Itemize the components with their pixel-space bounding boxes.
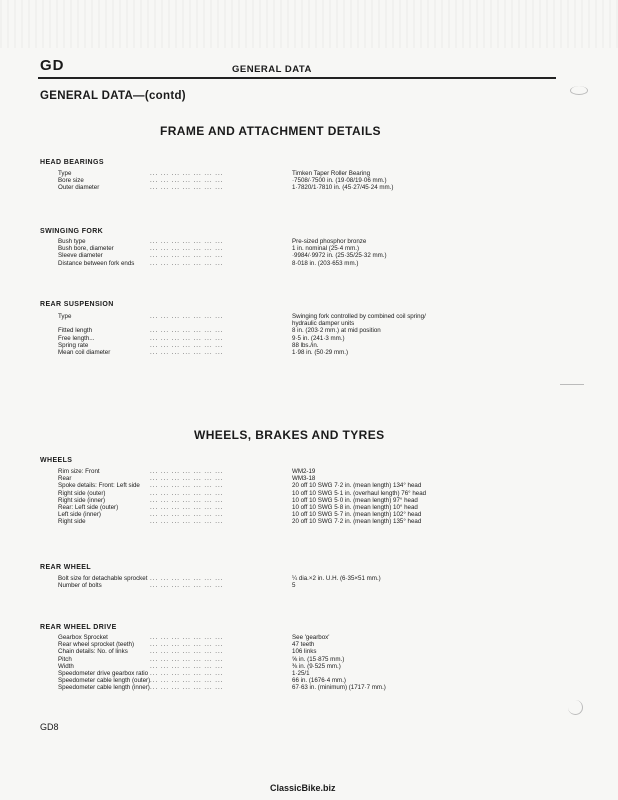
row-value: 10 off 10 SWG 5·8 in. (mean length) 10° head	[292, 504, 418, 511]
row-label: Right side (inner)	[58, 496, 106, 504]
row-label: Left side (inner)	[58, 511, 101, 519]
row-value: 1·98 in. (50·29 mm.)	[292, 349, 349, 356]
dot-leader: ... ... ... ... ... ... ...	[150, 482, 224, 490]
dot-leader: ... ... ... ... ... ... ...	[150, 184, 224, 192]
row-label: Rear wheel sprocket (teeth)	[58, 641, 135, 649]
row-value: 66 in. (1676·4 mm.)	[292, 677, 346, 685]
row-label: Sleeve diameter	[58, 252, 103, 260]
row-label: Speedometer cable length (outer)	[58, 677, 151, 685]
row-label: Bush bore, diameter	[58, 245, 114, 253]
dot-leader: ... ... ... ... ... ... ...	[150, 341, 224, 349]
dot-leader: ... ... ... ... ... ... ...	[150, 504, 224, 511]
row-value: Swinging fork controlled by combined coil spring/	[292, 313, 426, 320]
row-label: Right side (outer)	[58, 489, 106, 497]
scan-mark	[560, 384, 584, 405]
row-value: ·7508/·7500 in. (19·08/19·06 mm.)	[292, 177, 387, 185]
dot-leader: ... ... ... ... ... ... ...	[150, 496, 224, 504]
dot-leader: ... ... ... ... ... ... ...	[150, 177, 224, 185]
row-value: 10 off 10 SWG 5·0 in. (mean length) 97° head	[292, 496, 418, 504]
rear-wheel-title: REAR WHEEL	[40, 564, 92, 571]
row-value: 9·5 in. (241·3 mm.)	[292, 334, 345, 342]
header-code: GD	[40, 57, 65, 74]
contd-title: GENERAL DATA—(contd)	[40, 90, 186, 102]
row-value: Pre-sized phosphor bronze	[292, 238, 367, 245]
row-value: 1·25/1	[292, 670, 310, 677]
row-value: 5	[292, 582, 296, 590]
row-label: Type	[58, 170, 72, 177]
dot-leader: ... ... ... ... ... ... ...	[150, 475, 224, 483]
header-title: GENERAL DATA	[232, 64, 312, 75]
row-value: ¼ dia.×2 in. U.H. (6·35×51 mm.)	[292, 575, 381, 582]
row-label: Bore size	[58, 177, 84, 185]
row-value: 67·63 in. (minimum) (1717·7 mm.)	[292, 684, 386, 692]
dot-leader: ... ... ... ... ... ... ...	[150, 468, 224, 475]
row-label: Right side	[58, 518, 86, 526]
row-label: Free length...	[58, 334, 95, 342]
row-label: Type	[58, 313, 72, 320]
row-label: Outer diameter	[58, 184, 100, 192]
row-label: Speedometer drive gearbox ratio	[58, 670, 149, 677]
dot-leader: ... ... ... ... ... ... ...	[150, 238, 224, 245]
dot-leader: ... ... ... ... ... ... ...	[150, 349, 224, 356]
row-label: Rim size: Front	[58, 468, 100, 475]
dot-leader: ... ... ... ... ... ... ...	[150, 313, 224, 320]
dot-leader: ... ... ... ... ... ... ...	[150, 670, 224, 677]
row-value: 8·018 in. (203·653 mm.)	[292, 259, 359, 267]
row-value: 8 in. (203·2 mm.) at mid position	[292, 327, 381, 335]
row-label: Rear: Left side (outer)	[58, 504, 119, 511]
rear-suspension-title: REAR SUSPENSION	[40, 301, 114, 308]
row-label: Spring rate	[58, 341, 89, 349]
row-label: Chain details: No. of links	[58, 648, 128, 656]
site-name: ClassicBike.biz	[270, 783, 336, 793]
row-label: Spoke details: Front: Left side	[58, 482, 140, 490]
row-value: 47 teeth	[292, 641, 315, 649]
row-value: WM3-18	[292, 475, 316, 483]
dot-leader: ... ... ... ... ... ... ...	[150, 511, 224, 519]
dot-leader: ... ... ... ... ... ... ...	[150, 245, 224, 253]
row-value: 88 lbs./in.	[292, 341, 319, 349]
row-label: Number of bolts	[58, 582, 102, 590]
row-label: Gearbox Sprocket	[58, 634, 108, 641]
dot-leader: ... ... ... ... ... ... ...	[150, 634, 224, 641]
dot-leader: ... ... ... ... ... ... ...	[150, 170, 224, 177]
row-value: 106 links	[292, 648, 317, 656]
dot-leader: ... ... ... ... ... ... ...	[150, 655, 224, 663]
wheels-section-title: WHEELS, BRAKES AND TYRES	[194, 428, 385, 442]
header-rule	[38, 77, 556, 79]
row-value: Timken Taper Roller Bearing	[292, 170, 371, 177]
row-label: Fitted length	[58, 327, 93, 335]
row-label: Bush type	[58, 238, 86, 245]
dot-leader: ... ... ... ... ... ... ...	[150, 648, 224, 656]
row-value: hydraulic damper units	[292, 320, 355, 328]
dot-leader: ... ... ... ... ... ... ...	[150, 327, 224, 335]
row-value: ·9984/·9972 in. (25·35/25·32 mm.)	[292, 252, 387, 260]
frame-title: FRAME AND ATTACHMENT DETAILS	[160, 124, 381, 138]
dot-leader: ... ... ... ... ... ... ...	[150, 259, 224, 267]
head-bearings-title: HEAD BEARINGS	[40, 159, 104, 166]
dot-leader: ... ... ... ... ... ... ...	[150, 518, 224, 526]
dot-leader: ... ... ... ... ... ... ...	[150, 684, 224, 692]
dot-leader: ... ... ... ... ... ... ...	[150, 575, 224, 582]
row-label: Rear	[58, 475, 72, 483]
swinging-fork-title: SWINGING FORK	[40, 228, 104, 235]
dot-leader: ... ... ... ... ... ... ...	[150, 582, 224, 590]
page-code: GD8	[40, 722, 59, 732]
dot-leader: ... ... ... ... ... ... ...	[150, 662, 224, 670]
dot-leader: ... ... ... ... ... ... ...	[150, 334, 224, 342]
row-label: Speedometer cable length (inner)	[58, 684, 150, 692]
row-value: ⅝ in. (15·875 mm.)	[292, 655, 345, 663]
row-value: 10 off 10 SWG 5·1 in. (overhaul length) 76° head	[292, 489, 427, 497]
row-value: ⅜ in. (9·525 mm.)	[292, 662, 341, 670]
row-value: WM2-19	[292, 468, 316, 475]
scan-mark	[570, 86, 588, 95]
row-label: Mean coil diameter	[58, 349, 111, 356]
row-value: 1 in. nominal (25·4 mm.)	[292, 245, 360, 253]
scan-noise	[0, 0, 618, 48]
row-value: See 'gearbox'	[292, 634, 330, 641]
row-label: Width	[58, 662, 74, 670]
row-label: Bolt size for detachable sprocket	[58, 575, 148, 582]
dot-leader: ... ... ... ... ... ... ...	[150, 677, 224, 685]
rear-wheel-drive-title: REAR WHEEL DRIVE	[40, 624, 117, 631]
dot-leader: ... ... ... ... ... ... ...	[150, 641, 224, 649]
row-label: Pitch	[58, 655, 72, 663]
wheels-title: WHEELS	[40, 457, 73, 464]
row-value: 20 off 10 SWG 7·2 in. (mean length) 135° head	[292, 518, 422, 526]
row-value: 20 off 10 SWG 7·2 in. (mean length) 134° head	[292, 482, 422, 490]
dot-leader: ... ... ... ... ... ... ...	[150, 489, 224, 497]
row-value: 10 off 10 SWG 5·7 in. (mean length) 102° head	[292, 511, 422, 519]
row-value: 1·7820/1·7810 in. (45·27/45·24 mm.)	[292, 184, 394, 192]
dot-leader: ... ... ... ... ... ... ...	[150, 252, 224, 260]
row-label: Distance between fork ends	[58, 259, 135, 267]
scan-mark	[568, 700, 583, 715]
